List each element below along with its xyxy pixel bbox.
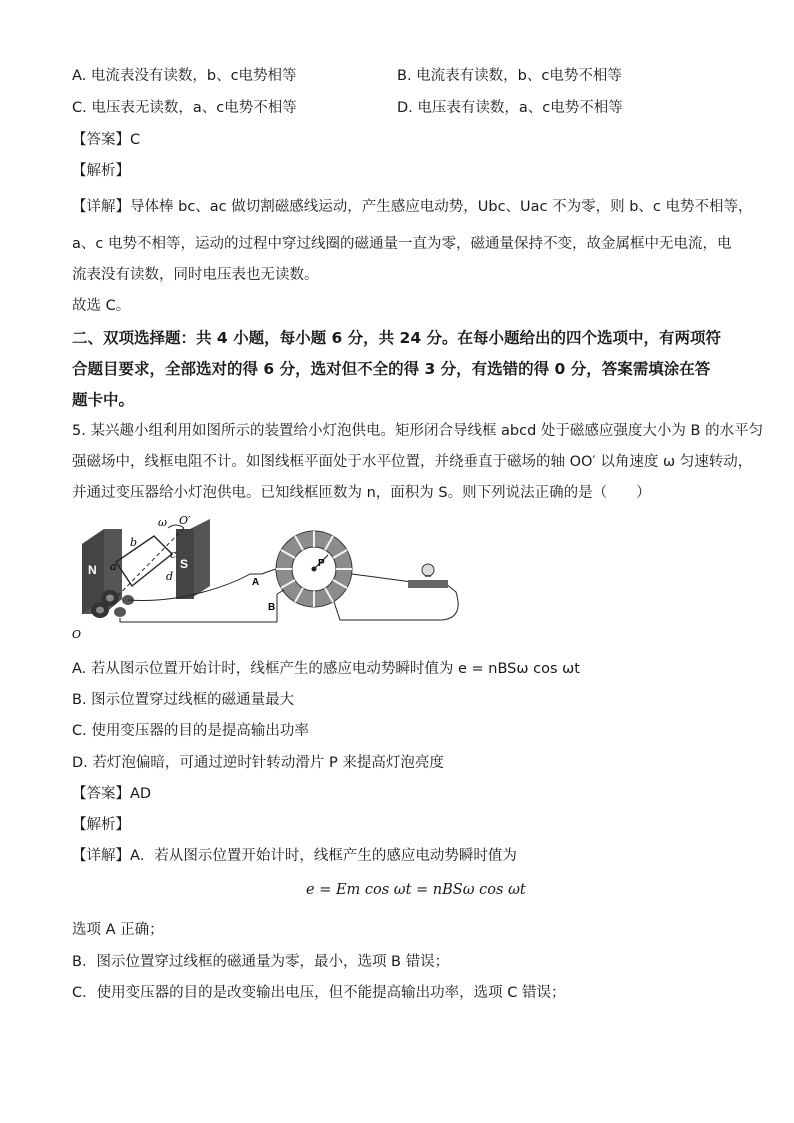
lamp-base	[408, 580, 448, 588]
q4-analysis-label: 【解析】	[72, 163, 130, 179]
wire-b	[120, 618, 277, 622]
q5-c-conclusion: C．使用变压器的目的是改变输出电压，但不能提高输出功率，选项 C 错误；	[72, 985, 566, 1001]
q5-option-d: D. 若灯泡偏暗，可通过逆时针转动滑片 P 来提高灯泡亮度	[72, 755, 444, 771]
q4-option-d: D. 电压表有读数，a、c电势不相等	[397, 100, 623, 116]
wire-out-1	[352, 574, 412, 582]
label-n: N	[88, 563, 97, 577]
generator-transformer-figure	[72, 514, 462, 644]
q5-b-conclusion: B．图示位置穿过线框的磁通量为零，最小，选项 B 错误；	[72, 954, 450, 970]
wire-out-2	[334, 584, 458, 620]
q5-option-a: A. 若从图示位置开始计时，线框产生的感应电动势瞬时值为 e = nBSω cos ωt	[72, 661, 580, 677]
label-omega: ω	[158, 516, 167, 529]
section-2-heading-line-3: 题卡中。	[72, 391, 135, 409]
q4-option-b: B. 电流表有读数，b、c电势不相等	[397, 68, 622, 84]
q5-equation: e = Em cos ωt = nBSω cos ωt	[306, 882, 526, 898]
q4-choice: 故选 C。	[72, 298, 131, 314]
label-terminal-a: A	[252, 577, 260, 588]
label-s: S	[180, 557, 189, 571]
q4-detail-line-1: 【详解】导体棒 bc、ac 做切割磁感线运动，产生感应电动势，Ubc、Uac 不为零，则 b、c 电势不相等，	[72, 199, 753, 215]
q4-option-a: A. 电流表没有读数，b、c电势相等	[72, 68, 297, 84]
q5-option-b: B. 图示位置穿过线框的磁通量最大	[72, 692, 295, 708]
q5-detail-a: 【详解】A．若从图示位置开始计时，线框产生的感应电动势瞬时值为	[72, 848, 517, 864]
label-o: O	[72, 628, 82, 641]
q5-answer: 【答案】AD	[72, 786, 152, 802]
label-c: c	[170, 548, 177, 561]
label-terminal-b: B	[268, 602, 276, 613]
q4-detail-line-3: 流表没有读数，同时电压表也无读数。	[72, 267, 319, 283]
label-b: b	[130, 536, 138, 549]
q5-option-c: C. 使用变压器的目的是提高输出功率	[72, 723, 309, 739]
label-p: P	[318, 558, 325, 569]
label-o-prime: O′	[179, 514, 191, 527]
lamp-bulb	[422, 564, 434, 576]
q5-analysis-label: 【解析】	[72, 817, 130, 833]
label-a: a	[110, 560, 117, 573]
coil-frame	[116, 536, 172, 586]
q4-answer: 【答案】C	[72, 132, 141, 148]
section-2-heading-line-1: 二、双项选择题：共 4 小题，每小题 6 分，共 24 分。在每小题给出的四个选项中，有两项符	[72, 329, 722, 347]
q5-a-conclusion: 选项 A 正确；	[72, 922, 164, 938]
q4-option-c: C. 电压表无读数，a、c电势不相等	[72, 100, 297, 116]
q4-detail-line-2: a、c 电势不相等，运动的过程中穿过线圈的磁通量一直为零，磁通量保持不变，故金属框中无电流，电	[72, 236, 732, 252]
brush-2	[114, 607, 126, 617]
section-2-heading-line-2: 合题目要求，全部选对的得 6 分，选对但不全的得 3 分，有选错的得 0 分，答案需填涂在答	[72, 360, 711, 378]
label-d: d	[166, 570, 174, 583]
q5-stem-line-3: 并通过变压器给小灯泡供电。已知线框匝数为 n，面积为 S。则下列说法正确的是（ ）	[72, 485, 651, 501]
q5-stem-line-1: 5. 某兴趣小组利用如图所示的装置给小灯泡供电。矩形闭合导线框 abcd 处于磁感应强度大小为 B 的水平匀	[72, 423, 764, 439]
q5-stem-line-2: 强磁场中，线框电阻不计。如图线框平面处于水平位置，并绕垂直于磁场的轴 OO′ 以角速度 ω 匀速转动，	[72, 454, 753, 470]
